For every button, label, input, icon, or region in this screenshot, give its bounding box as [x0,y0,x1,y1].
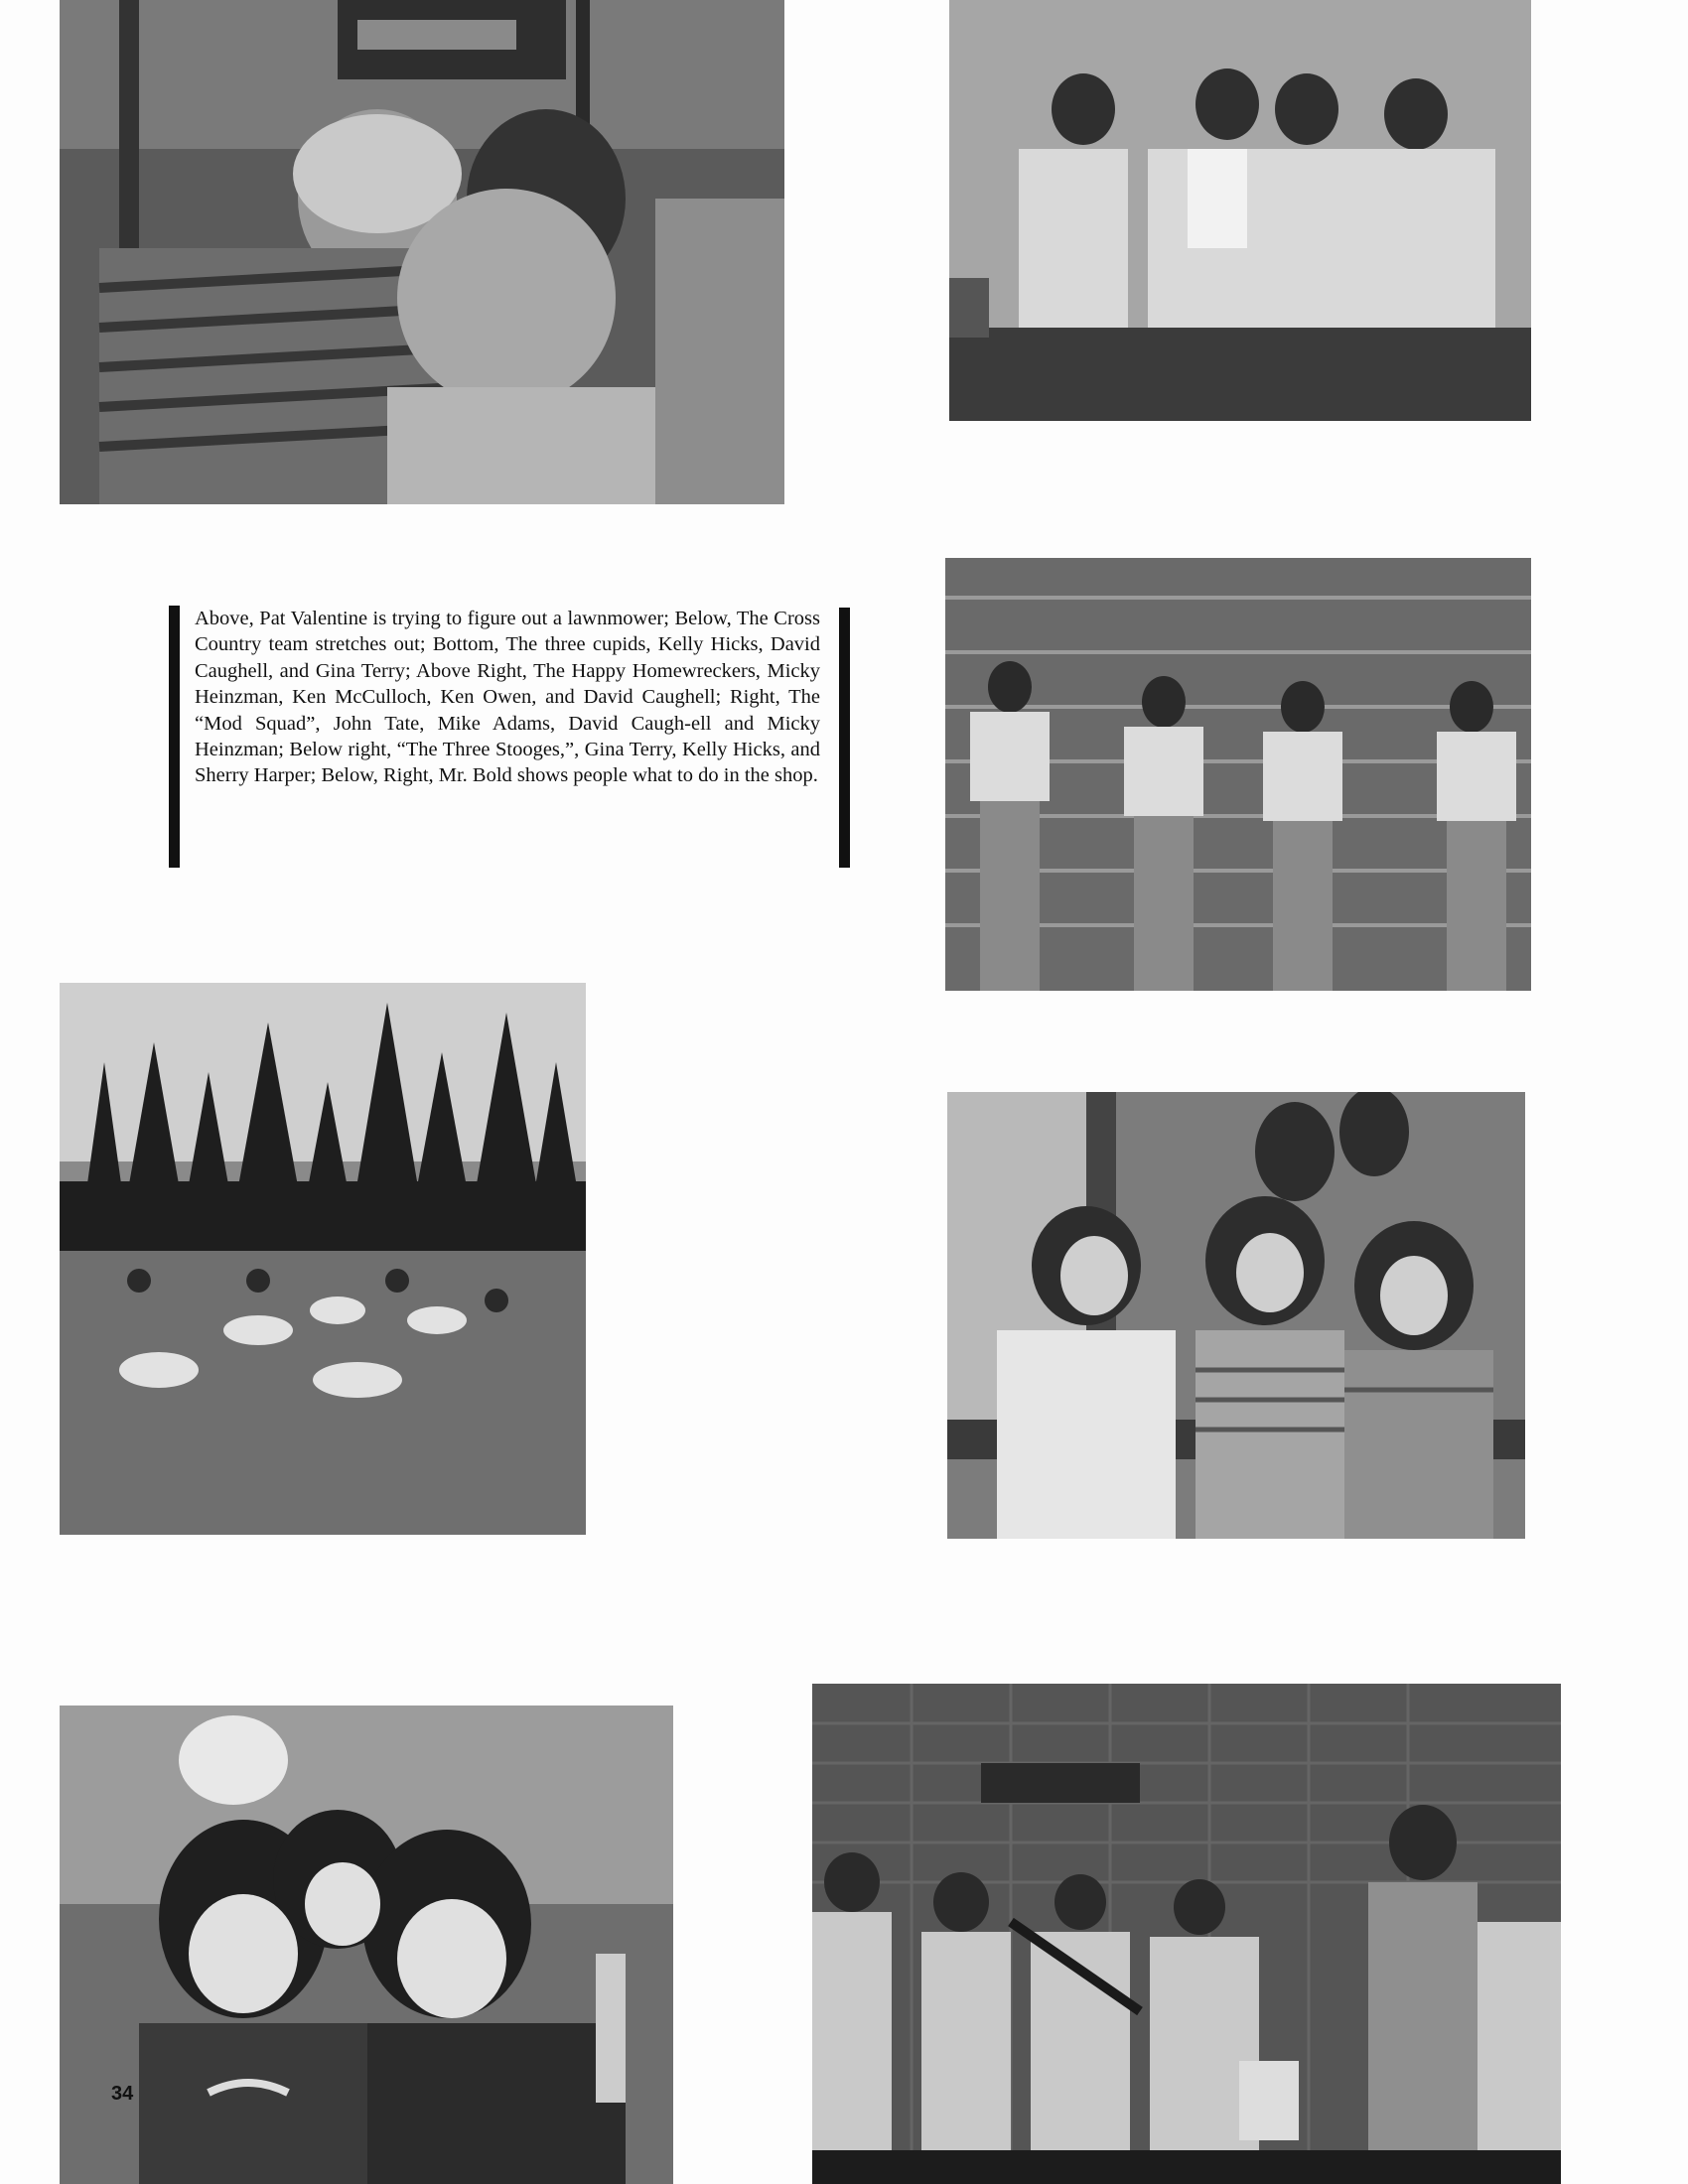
photo-cross-country [60,983,586,1535]
photo-mod-squad [945,558,1531,991]
photo-three-stooges [947,1092,1525,1539]
caption-text: Above, Pat Valentine is trying to figure out a lawnmower; Below, The Cross Country team stretches out; Bottom, The three cupids, Kelly Hicks, David Caughell, and Gina Terry; Above Right, The Happy Homewreckers, Micky Heinzman, Ken McCulloch, Ken Owen, and David Caughell; Right, The “Mod Squad”, John Tate, Mike Adams, David Caugh-ell and Micky Heinzman; Below right, “The Three Stooges,”, Gina Terry, Kelly Hicks, and Sherry Harper; Below, Right, Mr. Bold shows people what to do in the shop. [195,608,820,787]
photo-homewreckers [949,0,1531,421]
caption-block [169,606,850,868]
page-number: 34 [111,2083,134,2105]
caption-left-rule [169,606,180,868]
caption-right-rule [839,608,850,868]
photo-shop [812,1684,1561,2184]
photo-three-cupids [60,1706,673,2184]
photo-lawnmower [60,0,784,504]
